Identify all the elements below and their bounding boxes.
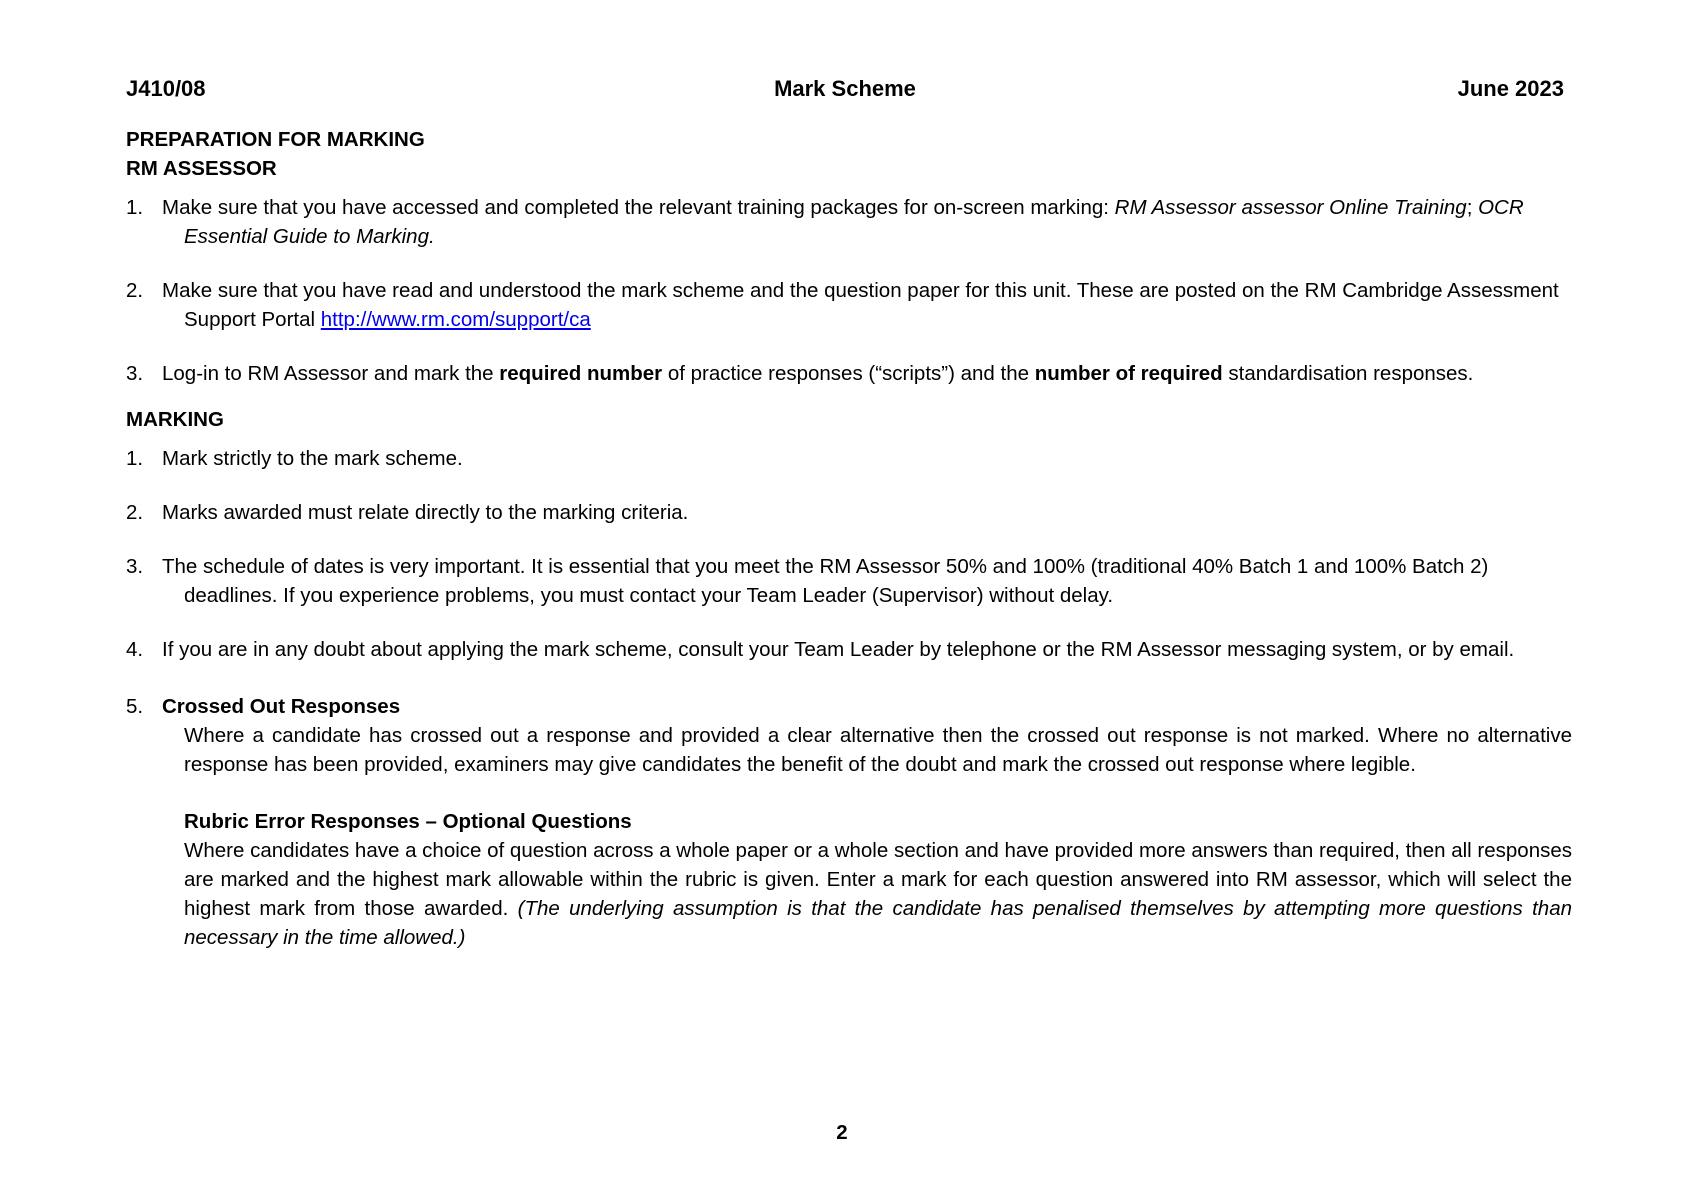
page-number: 2 [836,1121,848,1144]
marking-item-3 [126,552,1572,610]
marking-item-1 [126,444,1572,473]
prep-item-3-bold-a: required number [499,362,663,385]
prep-item-1-text: Make sure that you have accessed and completed the relevant training packages for on-screen marking: [162,196,1115,219]
paper-code: J410/08 [126,76,206,101]
list-number: 3. [126,362,144,385]
prep-item-3-text-b: of practice responses (“scripts”) and the [662,362,1035,385]
list-number: 1. [126,447,144,470]
heading-rm-assessor: RM ASSESSOR [126,157,277,180]
list-number: 4. [126,638,144,661]
marking-item-5 [126,692,1572,721]
marking-item-3-text: The schedule of dates is very important. It is essential that you meet the RM Assessor 50% and 100% (traditional 40% Batch 1 and 100% Batch 2) deadlines. If you experience problems, you must contact your Team Leader (Supervisor) without delay. [162,555,1489,607]
document-title: Mark Scheme [774,76,916,101]
prep-item-3-text-a: Log-in to RM Assessor and mark the [162,362,500,385]
heading-preparation: PREPARATION FOR MARKING [126,128,425,151]
prep-item-3-bold-b: number of required [1034,362,1223,385]
prep-item-2 [126,276,1572,334]
rubric-error-assumption: (The underlying assumption is that the candidate has penalised themselves by attempting more questions than necessary in the time allowed.) [184,897,1572,949]
list-number: 2. [126,501,144,524]
crossed-out-responses-body: Where a candidate has crossed out a response and provided a clear alternative then the crossed out response is not marked. Where no alternative response has been provided, examiners may give candidates the benefit of the doubt and mark the crossed out response where legible. [184,724,1572,776]
page-header [126,74,1564,104]
heading-marking: MARKING [126,408,224,431]
marking-item-4-text: If you are in any doubt about applying the mark scheme, consult your Team Leader by telephone or the RM Assessor messaging system, or by email. [162,638,1515,661]
prep-item-1-separator: ; [1466,196,1479,219]
rubric-error-title: Rubric Error Responses – Optional Questions [184,810,632,833]
list-number: 2. [126,279,144,302]
prep-item-1-guide-title: OCR Essential Guide to Marking. [184,196,1524,248]
list-number: 5. [126,695,144,718]
list-number: 1. [126,196,144,219]
rubric-error-text: Where candidates have a choice of question across a whole paper or a whole section and have provided more answers than required, then all responses are marked and the highest mark allowable within the rubric is given. Enter a mark for each question answered into RM assessor, which will select the highest mark from those awarded. [184,839,1572,920]
prep-item-1-training-title: RM Assessor assessor Online Training [1114,196,1467,219]
prep-item-3 [126,359,1572,388]
marking-item-2 [126,498,1572,527]
marking-item-4 [126,635,1572,664]
marking-item-2-text: Marks awarded must relate directly to the marking criteria. [162,501,689,524]
support-portal-link[interactable]: http://www.rm.com/support/ca [320,308,591,331]
prep-item-1 [126,193,1572,251]
list-number: 3. [126,555,144,578]
rubric-error-body [126,836,1572,952]
main-content [126,125,1572,952]
marking-item-1-text: Mark strictly to the mark scheme. [162,447,463,470]
prep-item-2-text: Make sure that you have read and understood the mark scheme and the question paper for this unit. These are posted on the RM Cambridge Assessment Support Portal [162,279,1559,331]
prep-item-3-text-c: standardisation responses. [1222,362,1474,385]
exam-date: June 2023 [1457,76,1564,101]
crossed-out-responses-title: Crossed Out Responses [162,695,401,718]
